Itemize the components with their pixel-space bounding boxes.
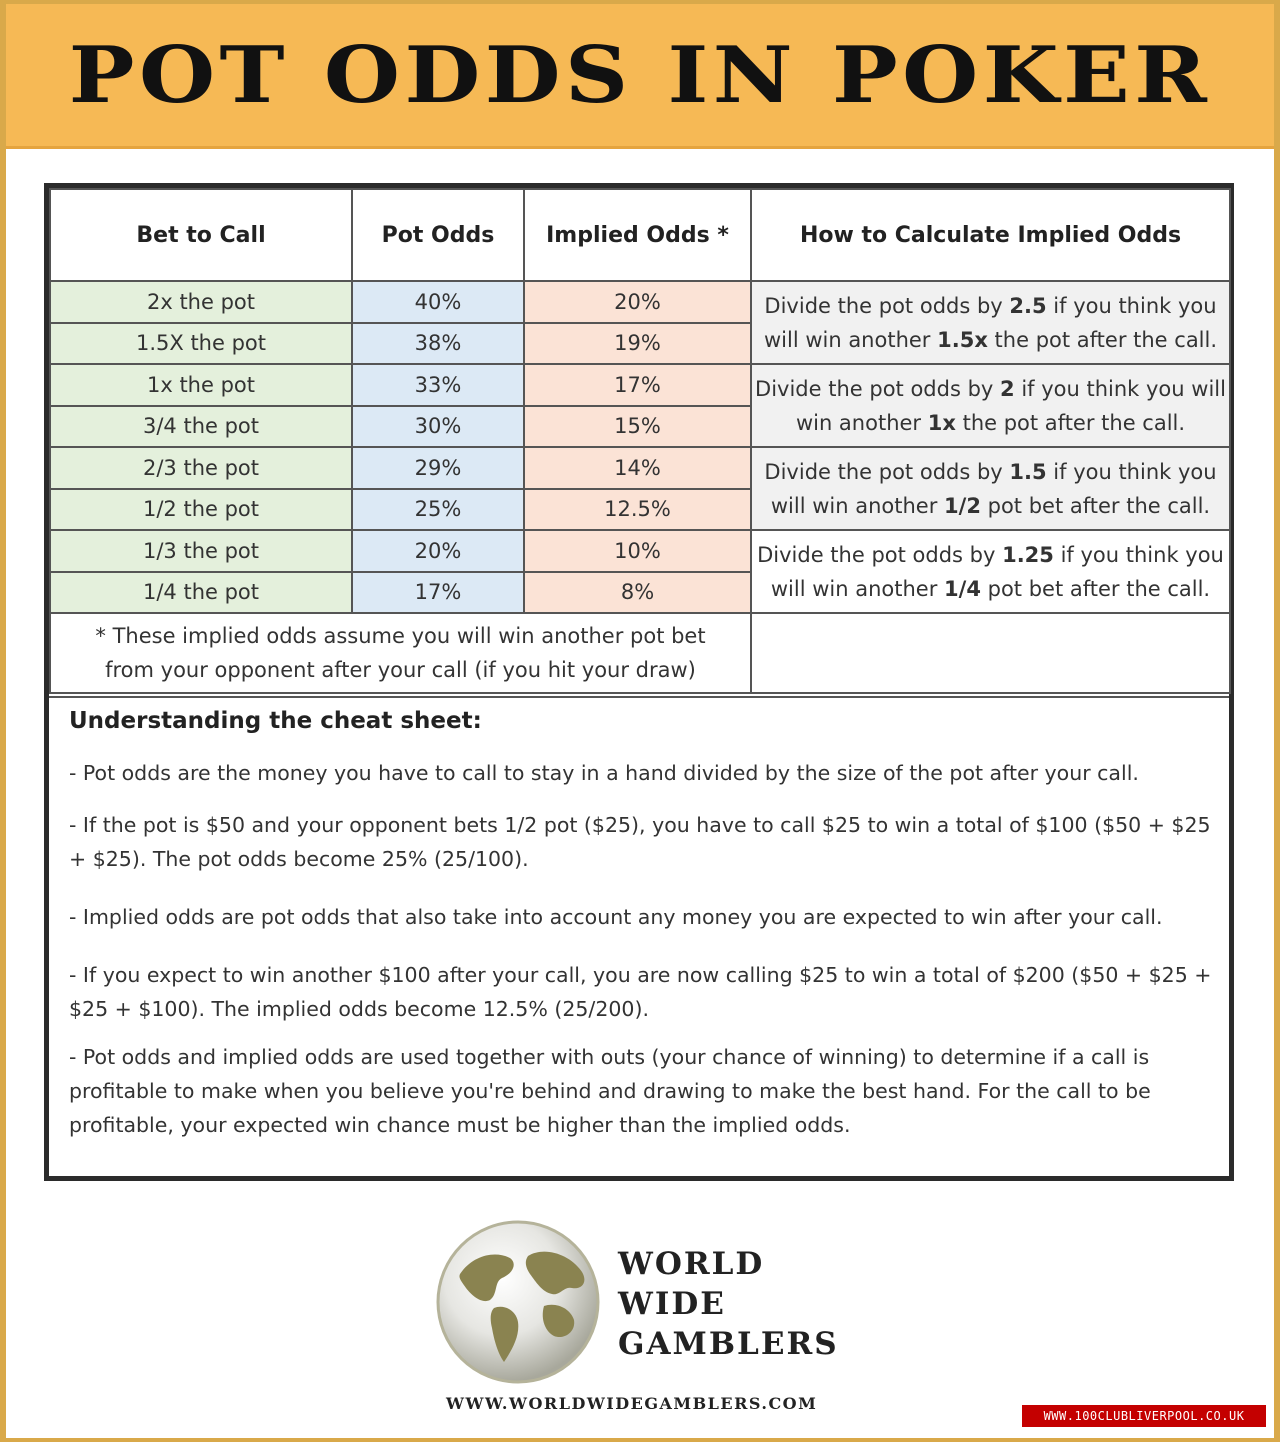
pot-odds-cell: 40%	[352, 281, 524, 323]
pot-odds-cell: 25%	[352, 489, 524, 531]
bet-cell: 3/4 the pot	[50, 406, 352, 448]
empty-cell	[751, 613, 1230, 693]
odds-table	[49, 188, 1231, 694]
bet-cell: 1x the pot	[50, 364, 352, 406]
bet-cell: 1/2 the pot	[50, 489, 352, 531]
note-item: - If you expect to win another $100 after your call, you are now calling $25 to win a total of $200 ($50 + $25 + $25 + $100). The implied odds become 12.5% (25/200).	[69, 963, 1212, 1021]
bet-cell: 2/3 the pot	[50, 447, 352, 489]
brand-line: WORLD	[618, 1246, 765, 1282]
implied-odds-cell: 14%	[524, 447, 751, 489]
bet-cell: 1/3 the pot	[50, 530, 352, 572]
bet-cell: 2x the pot	[50, 281, 352, 323]
brand-name	[618, 1244, 839, 1364]
pot-odds-cell: 33%	[352, 364, 524, 406]
section-heading: Understanding the cheat sheet:	[69, 708, 482, 734]
implied-odds-cell: 8%	[524, 572, 751, 614]
howto-cell: Divide the pot odds by 1.5 if you think you will win another 1/2 pot bet after the call.	[751, 447, 1230, 530]
header-pot-odds: Pot Odds	[352, 189, 524, 281]
bet-cell: 1/4 the pot	[50, 572, 352, 614]
pot-odds-cell: 17%	[352, 572, 524, 614]
implied-odds-cell: 19%	[524, 323, 751, 365]
implied-odds-cell: 15%	[524, 406, 751, 448]
watermark-link[interactable]: WWW.100CLUBLIVERPOOL.CO.UK	[1022, 1405, 1266, 1427]
header-implied-odds: Implied Odds *	[524, 189, 751, 281]
implied-odds-cell: 10%	[524, 530, 751, 572]
footnote-row	[50, 613, 1230, 693]
note-item: - Pot odds are the money you have to call to stay in a hand divided by the size of the pot after your call.	[69, 761, 1139, 785]
pot-odds-cell: 29%	[352, 447, 524, 489]
pot-odds-cell: 38%	[352, 323, 524, 365]
brand-logo	[432, 1216, 862, 1386]
note-item: - If the pot is $50 and your opponent bets 1/2 pot ($25), you have to call $25 to win a total of $100 ($50 + $25 + $25). The pot odds become 25% (25/100).	[69, 813, 1211, 871]
brand-line: GAMBLERS	[618, 1326, 839, 1362]
table-header-row	[50, 189, 1230, 281]
explanation-section	[49, 696, 1229, 1176]
howto-cell: Divide the pot odds by 1.25 if you think you will win another 1/4 pot bet after the call.	[751, 530, 1230, 613]
page-title: POT ODDS IN POKER	[68, 29, 1212, 121]
bet-cell: 1.5X the pot	[50, 323, 352, 365]
globe-icon	[432, 1216, 604, 1388]
note-item: - Implied odds are pot odds that also take into account any money you are expected to win after your call.	[69, 905, 1163, 929]
cheat-sheet	[44, 183, 1234, 1181]
pot-odds-cell: 30%	[352, 406, 524, 448]
website-url[interactable]: WWW.WORLDWIDEGAMBLERS.COM	[446, 1394, 818, 1413]
footnote: * These implied odds assume you will win another pot bet from your opponent after your call (if you hit your draw)	[50, 613, 751, 693]
table-row	[50, 364, 1230, 406]
header-bet-to-call: Bet to Call	[50, 189, 352, 281]
howto-cell: Divide the pot odds by 2.5 if you think you will win another 1.5x the pot after the call.	[751, 281, 1230, 364]
table-row	[50, 530, 1230, 572]
title-banner	[6, 4, 1274, 149]
note-item: - Pot odds and implied odds are used together with outs (your chance of winning) to determine if a call is profitable to make when you believe you're behind and drawing to make the best hand. For the call to be profitable, your expected win chance must be higher than the implied odds.	[69, 1045, 1151, 1137]
brand-line: WIDE	[618, 1286, 726, 1322]
table-row	[50, 281, 1230, 323]
table-row	[50, 447, 1230, 489]
implied-odds-cell: 17%	[524, 364, 751, 406]
implied-odds-cell: 20%	[524, 281, 751, 323]
header-how-to-calculate: How to Calculate Implied Odds	[751, 189, 1230, 281]
howto-cell: Divide the pot odds by 2 if you think you will win another 1x the pot after the call.	[751, 364, 1230, 447]
implied-odds-cell: 12.5%	[524, 489, 751, 531]
pot-odds-cell: 20%	[352, 530, 524, 572]
